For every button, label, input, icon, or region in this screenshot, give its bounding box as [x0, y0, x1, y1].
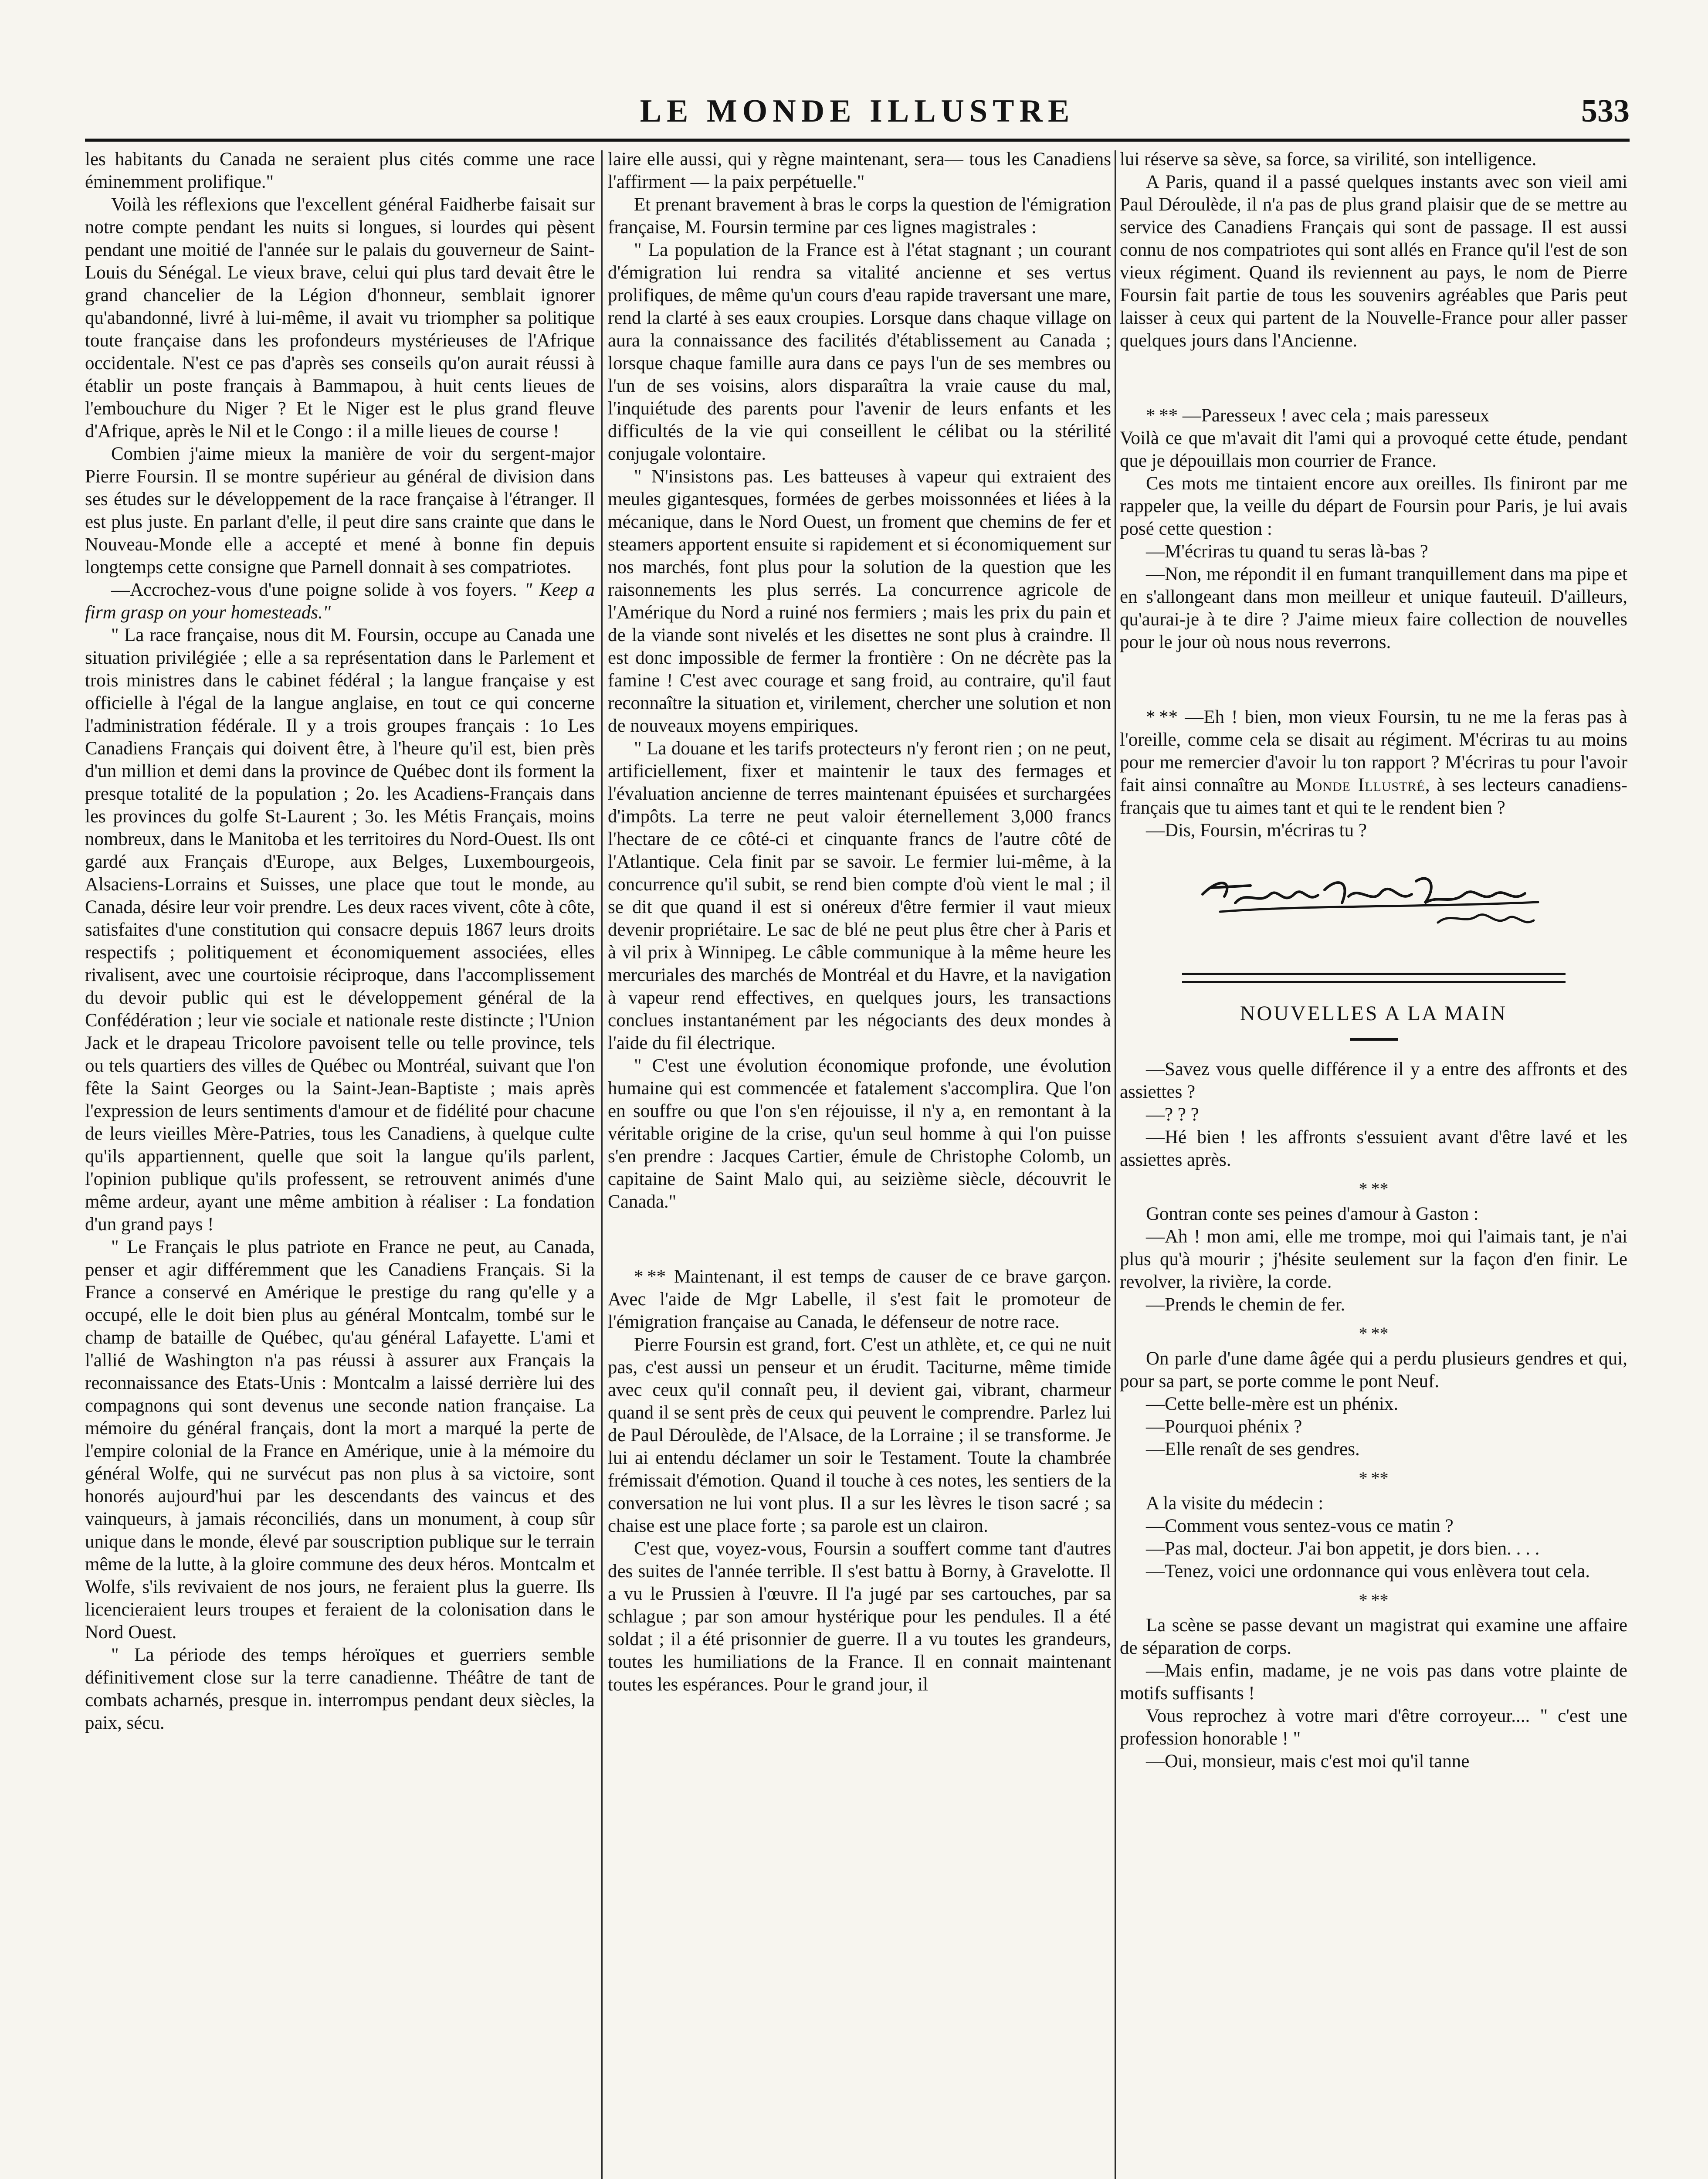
- separator-stars: * **: [1359, 1590, 1389, 1610]
- paragraph: [85, 579, 595, 624]
- page-header: [85, 95, 1630, 136]
- paragraph: lui réserve sa sève, sa force, sa virilité, son intelligence.: [1120, 149, 1537, 170]
- paragraph-text: Maintenant, il est temps de causer de ce brave garçon. Avec l'aide de Mgr Labelle, il s'est fait le promoteur de l'émigration française au Canada, le défenseur de notre race.: [608, 1266, 1111, 1332]
- column-1: [85, 148, 595, 2179]
- header-rule: [85, 139, 1630, 142]
- anecdote-line: —Prends le chemin de fer.: [1146, 1294, 1345, 1315]
- paragraph: [608, 1266, 1111, 1334]
- anecdote-line: On parle d'une dame âgée qui a perdu plusieurs gendres et qui, pour sa part, se porte comme le pont Neuf.: [1120, 1348, 1627, 1392]
- column-separator: [1115, 150, 1116, 2179]
- anecdote-line: —Comment vous sentez-vous ce matin ?: [1146, 1516, 1454, 1536]
- section-stars: * **: [1146, 707, 1178, 727]
- column-3: [1120, 148, 1627, 2179]
- paragraph-text: —Paresseux ! avec cela ; mais paresseux: [1182, 405, 1490, 426]
- anecdote-line: —Pourquoi phénix ?: [1146, 1416, 1302, 1437]
- paragraph: —Dis, Foursin, m'écriras tu ?: [1146, 820, 1367, 841]
- quote-french: —Accrochez-vous d'une poigne solide à vos foyers.: [111, 580, 517, 600]
- anecdote-line: La scène se passe devant un magistrat qui examine une affaire de séparation de corps.: [1120, 1615, 1627, 1658]
- anecdote-line: —Elle renaît de ses gendres.: [1146, 1439, 1360, 1459]
- section-rule: [1182, 973, 1566, 983]
- anecdote-line: —Pas mal, docteur. J'ai bon appetit, je dors bien. . . .: [1146, 1538, 1540, 1559]
- paragraph: laire elle aussi, qui y règne maintenant, sera— tous les Canadiens l'affirment — la paix perpétuelle.": [608, 149, 1111, 192]
- separator-stars: * **: [1359, 1179, 1389, 1198]
- paragraph: " La population de la France est à l'état stagnant ; un courant d'émigration lui rendra sa vitalité ancienne et ses vertus prolifiques, de même qu'un cours d'eau rapide traversant une mare, rend la clarté à ses eaux croupies. Lorsque dans chaque village on aura la connaissance des facilités d'établissement au Canada ; lorsque chaque famille aura dans ce pays l'un de ses membres ou l'un de ses voisins, alors disparaîtra la vraie cause du mal, l'inquiétude des parents pour l'avenir de leurs enfants et les difficultés de la vie qui conseillent le célibat ou la stérilité conjugale volontaire.: [608, 240, 1111, 464]
- column-separator: [601, 150, 603, 2179]
- separator-stars: * **: [1359, 1468, 1389, 1488]
- page-number: 533: [1581, 93, 1630, 129]
- paragraph: [1120, 706, 1627, 819]
- paragraph: " La douane et les tarifs protecteurs n'y feront rien ; on ne peut, artificiellement, fixer et maintenir le taux des fermages et l'évaluation ancienne de terres maintenant épuisées et surchargées d'impôts. La terre ne peut valoir éternellement 3,000 francs l'hectare de ce côté-ci et cinquante francs de l'autre côté de l'Atlantique. Cela finit par se savoir. Le fermier lui-même, à la concurrence qu'il subit, se rend bien compte d'où vient le mal ; il se dit que quand il est si onéreux d'être fermier il vaut mieux devenir propriétaire. Le sac de blé ne peut plus être cher à Paris et à vil prix à Winnipeg. Le câble communique à la même heure les mercuriales des marchés de Montréal et du Havre, et la navigation à vapeur rend effectives, en quelques jours, les transactions conclues instantanément par les négociants des deux mondes à l'aide du fil électrique.: [608, 738, 1111, 1053]
- section-title: NOUVELLES A LA MAIN: [1240, 1002, 1508, 1025]
- paragraph: Ces mots me tintaient encore aux oreilles. Ils finiront par me rappeler que, la veille du départ de Foursin pour Paris, je lui avais posé cette question :: [1120, 473, 1627, 539]
- quote-english: " Keep a firm grasp on your homesteads.": [85, 580, 595, 623]
- paragraph: " C'est une évolution économique profonde, une évolution humaine qui est commencée et fatalement s'accomplira. Que l'on en souffre ou que l'on s'en réjouisse, il n'y a, en remontant à la véritable origine de la crise, qu'un seul homme à qui l'on puisse s'en prendre : Jacques Cartier, émule de Christophe Colomb, un capitaine de Saint Malo qui, au seizième siècle, découvrit le Canada.": [608, 1056, 1111, 1212]
- paragraph: Et prenant bravement à bras le corps la question de l'émigration française, M. Foursin termine par ces lignes magistrales :: [608, 194, 1111, 238]
- column-2: [608, 148, 1111, 2179]
- paragraph: " N'insistons pas. Les batteuses à vapeur qui extraient des meules gigantesques, formées de gerbes moissonnées et liées à la mécanique, dans le Nord Ouest, un froment que chemins de fer et steamers apportent ensuite si rapidement et si économiquement sur nos marchés, font plus pour la solution de la question que les raisonnements les plus serrés. La concurrence agricole de l'Amérique du Nord a ruiné nos fermiers ; mais les prix du pain et de la viande sont nivelés et les disettes ne sont plus à craindre. Il est donc impossible de fermer la frontière : On ne décrète pas la famine ! C'est avec courage et sang froid, au contraire, qu'il faut reconnaître la situation et, virilement, chercher une solution et non de nouveaux moyens empiriques.: [608, 466, 1111, 736]
- anecdote-line: —Cette belle-mère est un phénix.: [1146, 1394, 1399, 1414]
- masthead-title: LE MONDE ILLUSTRE: [640, 93, 1075, 129]
- separator-stars: * **: [1359, 1324, 1389, 1343]
- paragraph: " La race française, nous dit M. Foursin, occupe au Canada une situation privilégiée ; elle a sa représentation dans le Parlement et trois ministres dans le cabinet fédéral ; la langue française y est officielle à l'égal de la langue anglaise, en tout ce qui concerne l'administration fédérale. Il y a trois groupes français : 1o Les Canadiens Français qui doivent être, à l'heure qu'il est, bien près d'un million et demi dans la province de Québec dont ils forment la presque totalité de la population ; 2o. les Acadiens-Français dans les provinces du golfe St-Laurent ; 3o. les Métis Français, moins nombreux, dans le Manitoba et les territoires du Nord-Ouest. Ils ont gardé aux Français d'Europe, aux Belges, Luxembourgeois, Alsaciens-Lorrains et Suisses, une place que tout le monde, au Canada, désire leur voir prendre. Les deux races vivent, côte à côte, satisfaites d'une constitution qui consacre depuis 1867 leurs droits respectifs ; politiquement et économiquement associées, elles rivalisent, avec une courtoisie réciproque, dans l'accomplissement du devoir public qui est le développement général de la Confédération ; leur vie sociale et nationale reste distincte ; l'Union Jack et le drapeau Tricolore pavoisent telle ou telle province, tels ou tels quartiers des villes de Québec ou Montréal, suivant que l'on fête la Saint Georges ou la Saint-Jean-Baptiste ; mais après l'expression de leurs sentiments d'amour et de fidélité pour chacune de leurs vieilles Mère-Patries, tous les Canadiens, à quelque culte qu'ils appartiennent, quelle que soit la langue qu'ils parlent, l'opinion publique qu'ils professent, se retrouvent animés d'une même ardeur, ayant une même ambition à réaliser : La fondation d'un grand pays !: [85, 625, 595, 1235]
- signature-icon: [1194, 864, 1551, 938]
- anecdote-line: —Savez vous quelle différence il y a entre des affronts et des assiettes ?: [1120, 1059, 1627, 1102]
- paragraph-text: , à ses lecteurs canadiens-français que tu aimes tant et qui te le rendent bien ?: [1120, 775, 1627, 818]
- anecdote-line: A la visite du médecin :: [1146, 1493, 1324, 1514]
- anecdote-line: —Hé bien ! les affronts s'essuient avant d'être lavé et les assiettes après.: [1120, 1127, 1627, 1170]
- paragraph: Voilà ce que m'avait dit l'ami qui a provoqué cette étude, pendant que je dépouillais mon courrier de France.: [1120, 428, 1627, 471]
- paragraph-text: —Eh ! bien, mon vieux Foursin, tu ne me la feras pas à l'oreille, comme cela se disait au régiment. M'écriras tu au moins pour me remercier d'avoir lu ton rapport ? M'écriras tu pour l'avoir fait ainsi connaître au: [1120, 707, 1627, 795]
- paragraph: Voilà les réflexions que l'excellent général Faidherbe faisait sur notre compte pendant les nuits si longues, si lourdes qui pèsent pendant une moitié de l'année sur le palais du gouverneur de Saint-Louis du Sénégal. Le vieux brave, celui qui plus tard devait être le grand chancelier de la Légion d'honneur, semblait ignorer qu'abandonné, livré à lui-même, il avait vu triompher sa politique toute française dans les profondeurs mystérieuses de l'Afrique occidentale. N'est ce pas d'après ses conseils qu'on aurait réussi à établir un poste français à Bammapou, à huit cents lieues de l'embouchure du Niger ? Et le Niger est le plus grand fleuve d'Afrique, après le Nil et le Congo : il a mille lieues de course !: [85, 194, 595, 441]
- publication-name: Monde Illustré: [1295, 775, 1425, 795]
- section-stars: * **: [634, 1266, 666, 1287]
- paragraph: les habitants du Canada ne seraient plus cités comme une race éminemment prolifique.": [85, 149, 595, 192]
- paragraph: —M'écriras tu quand tu seras là-bas ?: [1146, 541, 1428, 562]
- anecdote-line: —Tenez, voici une ordonnance qui vous enlèvera tout cela.: [1146, 1561, 1590, 1582]
- section-stars: * **: [1146, 405, 1178, 426]
- paragraph: A Paris, quand il a passé quelques instants avec son vieil ami Paul Déroulède, il n'a pas de plus grand plaisir que de se mettre au service des Canadiens Français qui sont de passage. Il est aussi connu de nos compatriotes qui sont allés en France qu'il l'est de son vieux régiment. Quand ils reviennent au pays, le nom de Pierre Foursin fait partie de tous les souvenirs agréables que Paris peut laisser à ceux qui partent de la Nouvelle-France pour aller passer quelques jours dans l'Ancienne.: [1120, 172, 1627, 351]
- paragraph: Combien j'aime mieux la manière de voir du sergent-major Pierre Foursin. Il se montre supérieur au général de division dans ses études sur le développement de la race française à l'étranger. Il est plus juste. En parlant d'elle, il peut dire sans crainte que dans le Nouveau-Monde elle a accepté et mené à bonne fin depuis longtemps cette consigne que Parnell donnait à ses compatriotes.: [85, 444, 595, 577]
- paragraph: [1120, 404, 1627, 427]
- paragraph: Pierre Foursin est grand, fort. C'est un athlète, et, ce qui ne nuit pas, c'est aussi un penseur et un érudit. Taciturne, même timide avec ceux qu'il connaît peu, il devient gai, vibrant, charmeur quand il se sent près de ceux qui peuvent le comprendre. Parlez lui de Paul Déroulède, de l'Alsace, de la Lorraine ; il se transforme. Je lui ai entendu déclamer un soir le Testament. Toute la chambrée frémissait d'émotion. Quand il touche à ces notes, les sentiers de la conversation ne lui vont plus. Il a sur les lèvres le tison sacré ; sa chaise est une place forte ; sa parole est un clairon.: [608, 1334, 1111, 1536]
- title-underline: [1350, 1038, 1398, 1041]
- paragraph: " Le Français le plus patriote en France ne peut, au Canada, penser et agir différemment que les Canadiens Français. Si la France a conservé en Amérique le prestige du rang qu'elle y a occupé, elle le doit bien plus au général Montcalm, tombé sur le champ de bataille de Québec, qu'au général Lafayette. L'ami et l'allié de Washington n'a pas réussi à assurer aux Français la reconnaissance des Etats-Unis : Montcalm a laissé derrière lui des compagnons qui sont devenus une seconde nation française. La mémoire du général français, dont la mort a marqué la perte de l'empire colonial de la France en Amérique, unie à la mémoire du général Wolfe, qui ne survécut pas non plus à sa victoire, sont honorés aujourd'hui par les descendants des vaincus et des vainqueurs, à jamais réconciliés, dans un monument, à coup sûr unique dans le monde, élevé par souscription publique sur le terrain même de la lutte, à la gloire commune des deux héros. Montcalm et Wolfe, s'ils revivaient de nos jours, ne feraient plus la guerre. Ils licencieraient leurs troupes et feraient de la colonisation dans le Nord Ouest.: [85, 1237, 595, 1643]
- anecdote-line: —Oui, monsieur, mais c'est moi qu'il tanne: [1146, 1751, 1470, 1772]
- anecdote-line: —? ? ?: [1146, 1104, 1199, 1125]
- paragraph: —Non, me répondit il en fumant tranquillement dans ma pipe et en s'allongeant dans mon meilleur et unique fauteuil. D'ailleurs, qu'aurai-je à te dire ? J'aime mieux faire collection de nouvelles pour le jour où nous nous reverrons.: [1120, 564, 1627, 652]
- anecdote-line: —Mais enfin, madame, je ne vois pas dans votre plainte de motifs suffisants !: [1120, 1660, 1627, 1704]
- anecdote-line: Vous reprochez à votre mari d'être corroyeur.... " c'est une profession honorable ! ": [1120, 1706, 1627, 1749]
- paragraph: " La période des temps héroïques et guerriers semble définitivement close sur la terre canadienne. Théâtre de tant de combats acharnés, presque in. interrompus pendant deux siècles, la paix, sécu.: [85, 1645, 595, 1733]
- anecdote-line: Gontran conte ses peines d'amour à Gaston :: [1146, 1204, 1479, 1224]
- anecdote-line: —Ah ! mon ami, elle me trompe, moi qui l'aimais tant, je n'ai plus qu'à mourir ; j'hésite seulement sur la façon d'en finir. Le revolver, la rivière, la corde.: [1120, 1226, 1627, 1292]
- paragraph: C'est que, voyez-vous, Foursin a souffert comme tant d'autres des suites de l'année terrible. Il s'est battu à Borny, à Gravelotte. Il a vu le Prussien à l'œuvre. Il l'a jugé par ses cartouches, par sa schlague ; par son amour hystérique pour les pendules. Il a été soldat ; il a été prisonnier de guerre. Il a vu toutes les grandeurs, toutes les humiliations de la France. Il en connait maintenant toutes les espérances. Pour le grand jour, il: [608, 1538, 1111, 1695]
- signature: [1120, 859, 1627, 942]
